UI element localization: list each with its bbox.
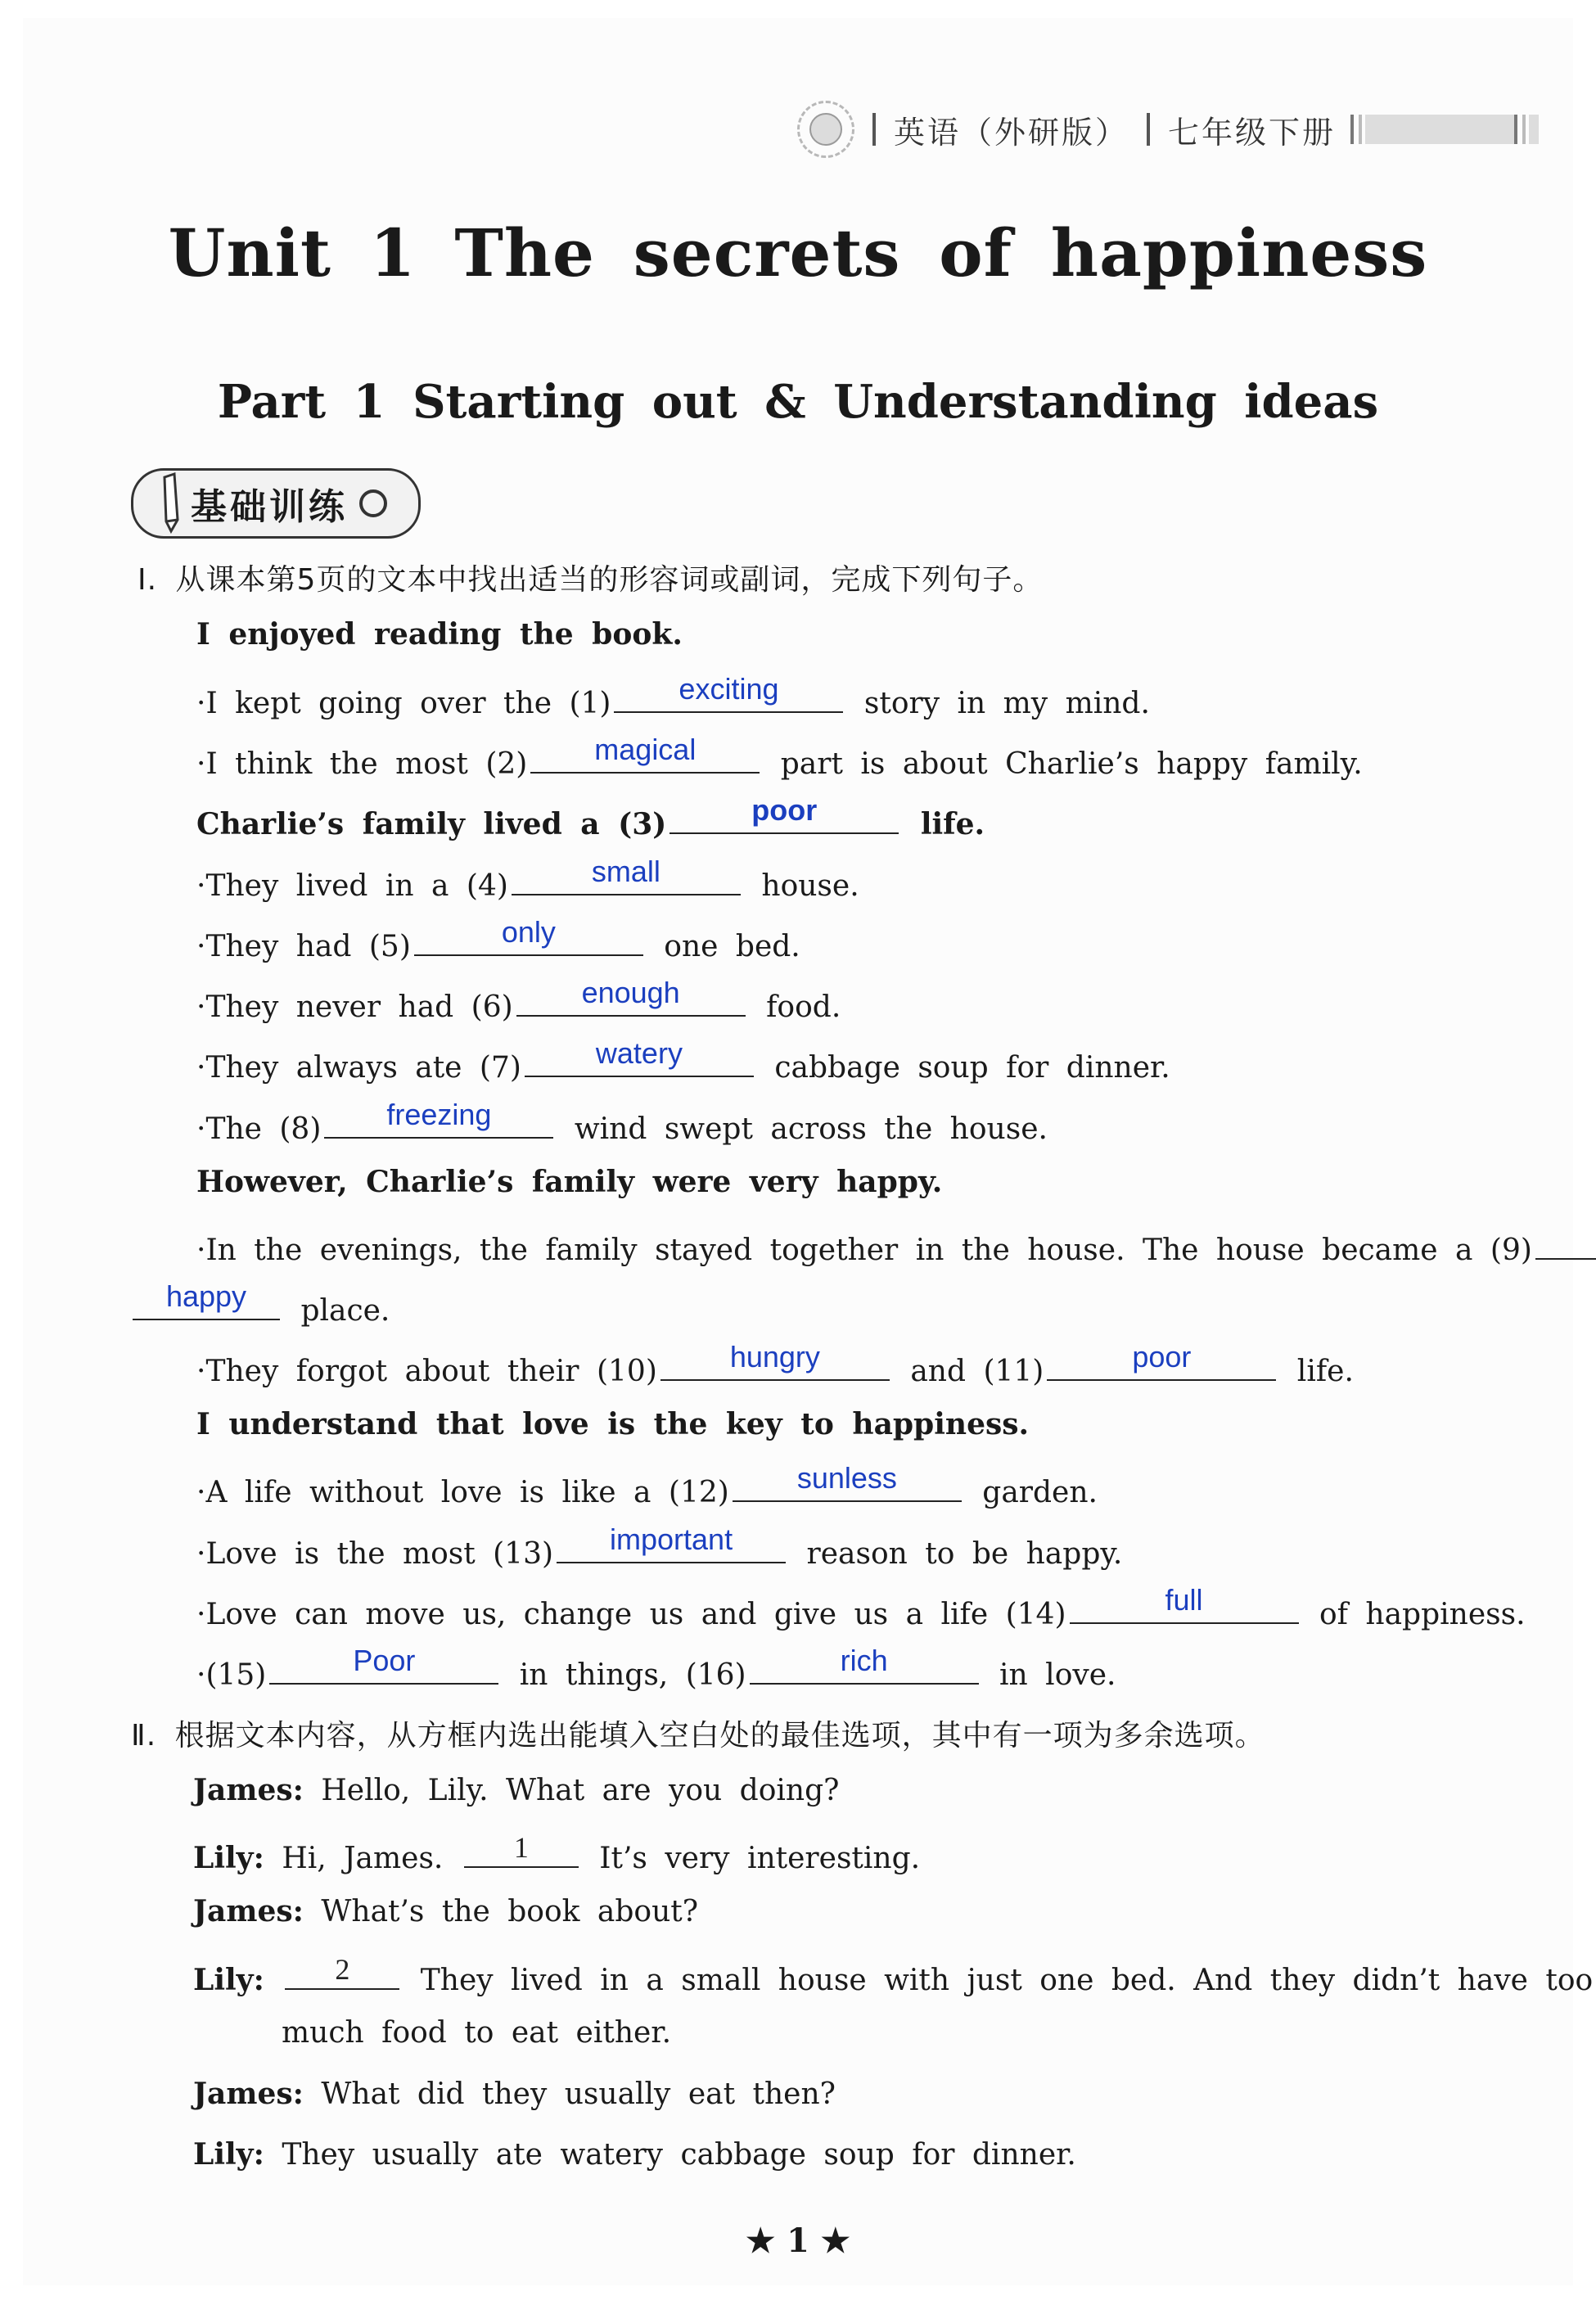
section-instruction: Ⅱ. 根据文本内容，从方框内选出能填入空白处的最佳选项，其中有一项为多余选项。 — [131, 1719, 1265, 1752]
answer-blank — [557, 1522, 786, 1563]
header-grade: 七年级下册 — [1167, 114, 1336, 151]
answer-blank — [670, 793, 899, 834]
exercise-line — [129, 1279, 390, 1328]
speaker-name: Lily: — [193, 1841, 264, 1875]
answer-blank — [614, 672, 843, 713]
handwritten-answer: sunless — [796, 1461, 897, 1495]
sentence-text: ·They always ate (7) — [196, 1051, 521, 1085]
handwritten-answer: watery — [595, 1036, 683, 1070]
sentence-text: garden. — [964, 1476, 1098, 1509]
page-number: ★ 1 ★ — [746, 2222, 850, 2260]
exercise-line — [196, 976, 841, 1024]
answer-blank — [324, 1098, 553, 1139]
speaker-name: James: — [193, 1773, 304, 1807]
header-divider — [872, 113, 876, 146]
handwritten-answer: only — [501, 915, 556, 949]
exercise-line — [196, 1522, 1123, 1571]
exercise-line — [196, 617, 683, 652]
answer-blank — [733, 1461, 962, 1502]
answer-blank — [516, 976, 746, 1017]
exercise-line — [196, 1644, 1116, 1692]
dialogue-line — [193, 1894, 698, 1928]
sentence-text: wind swept across the house. — [557, 1112, 1048, 1146]
sentence-text: in things, (16) — [502, 1658, 746, 1692]
sentence-text: life. — [902, 807, 985, 841]
sentence-text: ·Love can move us, change us and give us a life (14) — [196, 1598, 1066, 1631]
exercise-line — [196, 1225, 1596, 1267]
subheading: I understand that love is the key to happiness. — [196, 1407, 1030, 1441]
exercise-line — [196, 1165, 942, 1199]
dialogue-text: much food to eat either. — [282, 2016, 672, 2050]
answer-blank — [269, 1644, 498, 1685]
sentence-text: ·Love is the most (13) — [196, 1537, 554, 1571]
header-subject: 英语（外研版） — [893, 114, 1129, 151]
sentence-text: one bed. — [646, 930, 800, 963]
answer-blank — [1070, 1583, 1299, 1624]
answer-blank — [530, 733, 760, 774]
answer-blank — [133, 1279, 280, 1320]
dialogue-text: What did they usually eat then? — [321, 2077, 836, 2111]
sentence-text: reason to be happy. — [789, 1537, 1123, 1571]
handwritten-answer: small — [591, 855, 660, 888]
answer-blank — [660, 1340, 890, 1381]
unit-title: Unit 1 The secrets of happiness — [168, 214, 1428, 291]
answer-blank — [1535, 1225, 1596, 1260]
dialogue-line — [193, 1773, 839, 1807]
handwritten-answer: exciting — [679, 672, 779, 706]
blank-number: 2 — [335, 1953, 350, 1986]
dialogue-text: It’s very interesting. — [581, 1842, 921, 1875]
answer-blank — [464, 1831, 579, 1868]
sentence-text: ·I kept going over the (1) — [196, 687, 611, 720]
sentence-text: ·(15) — [196, 1658, 267, 1692]
sentence-text: ·They lived in a (4) — [196, 869, 508, 903]
dialogue-text: Hi, James. — [282, 1842, 461, 1875]
ring-icon — [359, 489, 387, 517]
exercise-line — [196, 1098, 1048, 1146]
exercise-line — [196, 1036, 1170, 1085]
answer-blank — [525, 1036, 754, 1077]
speaker-name: Lily: — [193, 2137, 264, 2172]
sentence-text: house. — [743, 869, 859, 903]
sentence-text: part is about Charlie’s happy family. — [763, 747, 1363, 781]
section-badge-label: 基础训练 — [191, 486, 348, 528]
sentence-text: place. — [283, 1294, 390, 1328]
section-badge — [131, 468, 421, 539]
sentence-text: of happiness. — [1301, 1598, 1526, 1631]
handwritten-answer: happy — [165, 1279, 247, 1313]
handwritten-answer: poor — [1132, 1340, 1192, 1374]
exercise-line — [196, 1461, 1098, 1509]
dialogue-line — [193, 2077, 836, 2111]
dialogue-text: What’s the book about? — [321, 1895, 699, 1928]
sentence-text: in love. — [981, 1658, 1116, 1692]
sentence-text: Charlie’s family lived a (3) — [196, 807, 667, 841]
handwritten-answer: rich — [840, 1644, 888, 1677]
subheading: However, Charlie’s family were very happy. — [196, 1165, 943, 1199]
speaker-name: James: — [193, 1894, 304, 1928]
dialogue-line — [193, 2137, 1076, 2172]
dialogue-text: Hello, Lily. What are you doing? — [321, 1774, 840, 1807]
dialogue-line — [282, 2016, 671, 2050]
speaker-name: James: — [193, 2077, 304, 2111]
speaker-name: Lily: — [193, 1963, 264, 1997]
sentence-text: ·They had (5) — [196, 930, 411, 963]
exercise-line — [196, 733, 1363, 781]
exercise-line — [196, 1583, 1526, 1631]
handwritten-answer: hungry — [729, 1340, 820, 1374]
header-divider — [1147, 113, 1150, 146]
answer-blank — [750, 1644, 979, 1685]
handwritten-answer: full — [1165, 1583, 1203, 1617]
handwritten-answer: freezing — [386, 1098, 492, 1131]
handwritten-answer: enough — [581, 976, 680, 1009]
dialogue-line — [193, 1831, 921, 1875]
sentence-text: ·In the evenings, the family stayed together in the house. The house became a (9) — [196, 1234, 1532, 1267]
dialogue-text: They usually ate watery cabbage soup for dinner. — [282, 2138, 1076, 2172]
subheading: I enjoyed reading the book. — [196, 617, 683, 652]
part-title: Part 1 Starting out & Understanding ideas — [217, 375, 1379, 429]
page-header — [797, 97, 1539, 162]
exercise-line — [196, 793, 985, 841]
exercise-line — [196, 1340, 1354, 1388]
sentence-text: food. — [748, 990, 841, 1024]
exercise-line — [196, 855, 859, 903]
section-instruction: Ⅰ. 从课本第5页的文本中找出适当的形容词或副词，完成下列句子。 — [138, 563, 1044, 597]
exercise-line — [196, 1407, 1029, 1441]
sentence-text: life. — [1279, 1355, 1354, 1388]
answer-blank — [414, 915, 643, 956]
sentence-text: and (11) — [892, 1355, 1044, 1388]
sentence-text: ·The (8) — [196, 1112, 322, 1146]
sentence-text: ·They forgot about their (10) — [196, 1355, 657, 1388]
exercise-line — [196, 915, 800, 963]
handwritten-answer: poor — [751, 793, 818, 827]
page — [23, 18, 1573, 2285]
handwritten-answer: important — [610, 1522, 733, 1556]
sun-icon — [797, 101, 854, 158]
sentence-text: ·A life without love is like a (12) — [196, 1476, 729, 1509]
handwritten-answer: magical — [594, 733, 697, 766]
sentence-text: ·They never had (6) — [196, 990, 513, 1024]
blank-number: 1 — [513, 1831, 529, 1864]
handwritten-answer: Poor — [353, 1644, 416, 1677]
sentence-text: cabbage soup for dinner. — [756, 1051, 1170, 1085]
answer-blank — [512, 855, 741, 895]
dialogue-line — [193, 1955, 1593, 1997]
dialogue-text: They lived in a small house with just one bed. And they didn’t have too — [403, 1964, 1594, 1997]
header-bar-decoration — [1350, 115, 1539, 144]
sentence-text: story in my mind. — [846, 687, 1150, 720]
sentence-text: ·I think the most (2) — [196, 747, 528, 781]
answer-blank — [1047, 1340, 1276, 1381]
answer-blank — [285, 1955, 399, 1990]
exercise-line — [196, 672, 1150, 720]
pencil-icon — [156, 471, 184, 536]
